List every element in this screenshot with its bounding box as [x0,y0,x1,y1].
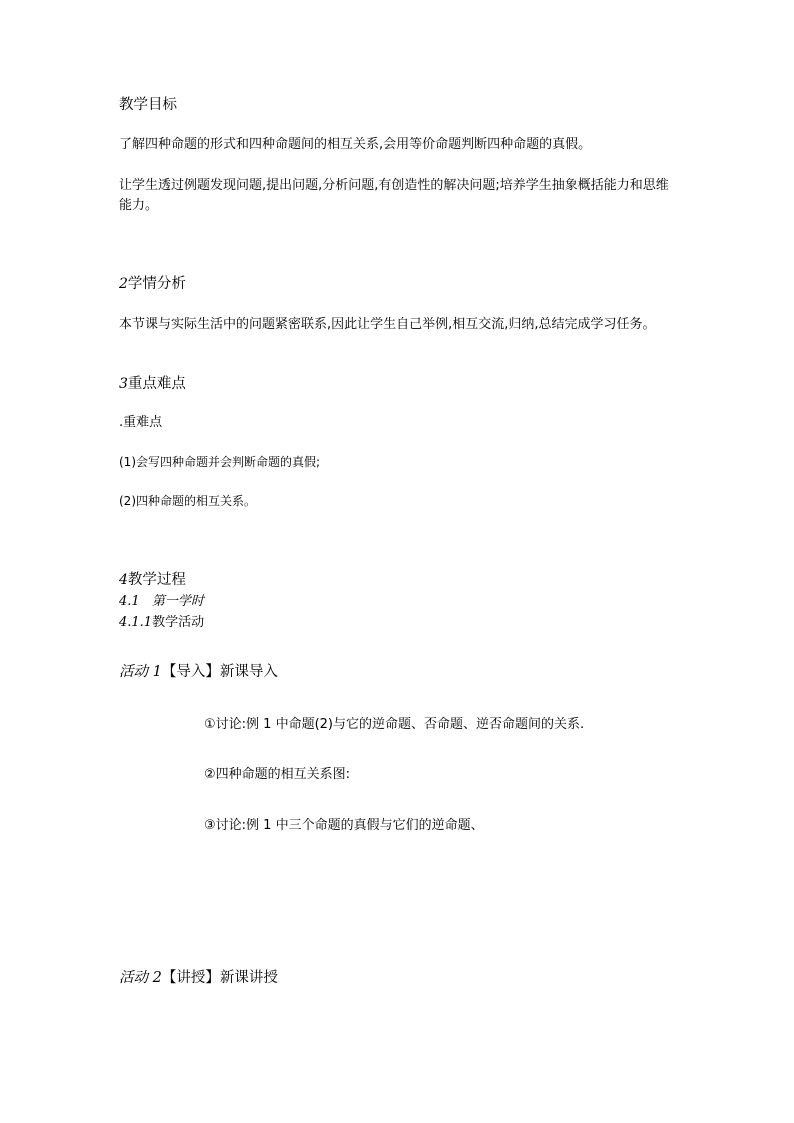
activity-prefix: 活动 1 [119,664,162,680]
section-title-keypoints [119,376,186,393]
keypoints-subheading: .重难点 [119,415,163,430]
section-number: 4 [119,572,128,588]
section-title-text: 教学目标 [119,97,177,113]
activity-1-item-2: ②四种命题的相互关系图: [204,767,351,782]
activity-2-heading [119,970,278,987]
activity-title: 【讲授】新课讲授 [161,970,278,986]
section-title-objectives [119,97,177,114]
keypoint-item-1: (1)会写四种命题并会判断命题的真假; [119,455,321,469]
activity-1-heading [119,664,278,681]
subsection-number: 4.1.1 [119,615,153,630]
analysis-paragraph: 本节课与实际生活中的问题紧密联系,因此让学生自己举例,相互交流,归纳,总结完成学习任务。 [119,317,656,332]
subsection-first-lesson [119,594,204,610]
section-number: 3 [119,376,128,392]
objective-paragraph-1: 了解四种命题的形式和四种命题间的相互关系,会用等价命题判断四种命题的真假。 [119,137,592,152]
section-title-text: 学情分析 [127,276,186,292]
section-title-analysis [119,276,186,293]
objective-paragraph-2: 让学生透过例题发现问题,提出问题,分析问题,有创造性的解决问题;培养学生抽象概括能力和思维能力。 [119,178,669,213]
activity-prefix: 活动 2 [119,970,162,986]
section-title-process [119,572,186,589]
section-title-text: 教学过程 [127,572,186,588]
keypoint-item-2: (2)四种命题的相互关系。 [119,494,256,508]
activity-1-item-1: ①讨论:例 1 中命题(2)与它的逆命题、否命题、逆否命题间的关系. [204,717,585,732]
subsection-title: 第一学时 [151,594,204,609]
subsection-number: 4.1 [119,594,140,609]
subsection-activities [119,615,204,631]
subsection-title: 教学活动 [152,615,205,630]
activity-title: 【导入】新课导入 [161,664,278,680]
section-title-text: 重点难点 [127,376,186,392]
activity-1-item-3: ③讨论:例 1 中三个命题的真假与它们的逆命题、 [204,818,484,833]
section-number: 2 [119,276,128,292]
